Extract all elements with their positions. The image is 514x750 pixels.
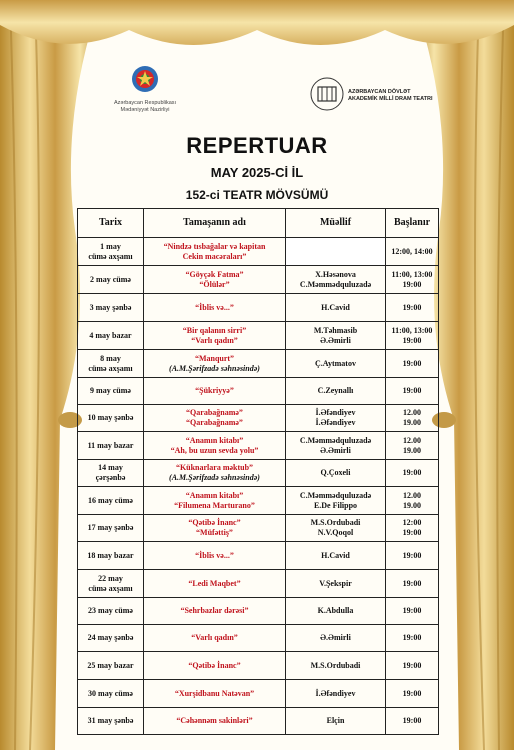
time-cell xyxy=(386,680,439,708)
play-cell-text: “Xurşidbanu Natəvan” xyxy=(174,688,255,698)
author-cell-text: H.Cavid xyxy=(321,550,350,560)
theatre-name-line2: AKADEMİK MİLLİ DRAM TEATRI xyxy=(348,96,433,102)
table-row xyxy=(78,515,439,542)
date-cell xyxy=(78,378,144,405)
play-cell-text: “Ledi Maqbet” xyxy=(188,578,241,588)
play-cell-text: “Cəhənnəm sakinləri” xyxy=(176,716,253,725)
author-cell xyxy=(286,378,386,405)
play-cell xyxy=(144,350,286,378)
author-cell xyxy=(286,598,386,625)
table-row xyxy=(78,378,439,405)
page-title: REPERTUAR xyxy=(186,133,328,158)
time-cell xyxy=(386,266,439,294)
time-cell-text: 19:00 xyxy=(402,606,422,615)
date-cell xyxy=(78,322,144,350)
time-cell-text: 19:00 xyxy=(402,468,422,477)
date-cell xyxy=(78,238,144,266)
date-cell-text: 30 may cümə xyxy=(88,688,133,698)
date-cell-text: 11 may bazar xyxy=(87,440,134,450)
table-row xyxy=(78,570,439,598)
author-cell xyxy=(286,487,386,515)
time-cell-text: 19:00 xyxy=(402,688,422,698)
ministry-name: Azərbaycan Respublikası Mədəniyyət Nazirliyi xyxy=(113,100,177,113)
table-row xyxy=(78,652,439,680)
play-cell xyxy=(144,487,286,515)
date-cell-text: 4 may bazar xyxy=(89,330,132,340)
play-cell-text: “Nindzə tısbağalar və kapitan Cekin macəraları” xyxy=(163,241,266,261)
author-cell xyxy=(286,238,386,266)
play-cell-text: “Göyçək Fatma” “Ölülər” xyxy=(185,269,244,289)
date-cell-text: 3 may şənbə xyxy=(89,302,132,312)
time-cell xyxy=(386,652,439,680)
date-cell-text: 16 may cümə xyxy=(88,495,133,505)
time-cell xyxy=(386,238,439,266)
play-cell xyxy=(144,432,286,460)
play-cell xyxy=(144,238,286,266)
author-cell-text: M.Təhmasib Ə.Əmirli xyxy=(313,325,358,345)
date-cell-text: 14 may çərşənbə xyxy=(95,463,126,482)
time-cell xyxy=(386,625,439,652)
author-cell xyxy=(286,652,386,680)
play-cell xyxy=(144,708,286,735)
time-cell-text: 19:00 xyxy=(402,660,422,670)
table-row xyxy=(78,405,439,432)
table-header-row xyxy=(78,209,439,238)
play-cell-text: “Anamın kitabı” “Ah, bu uzun sevda yolu” xyxy=(170,435,259,455)
author-cell-text: Ç.Aytmatov xyxy=(315,358,356,368)
header-author: Müəllif xyxy=(286,209,386,238)
time-cell-text: 19:00 xyxy=(402,550,422,560)
date-cell xyxy=(78,708,144,735)
header-start: Başlanır xyxy=(386,209,439,238)
table-row xyxy=(78,322,439,350)
play-cell-text: “Şükriyyə” xyxy=(195,386,234,395)
play-cell xyxy=(144,652,286,680)
stage-note: (A.M.Şərifzadə səhnəsində) xyxy=(169,473,260,482)
time-cell xyxy=(386,570,439,598)
date-cell-text: 8 may cümə axşamı xyxy=(88,353,133,373)
author-cell xyxy=(286,515,386,542)
header-date: Tarix xyxy=(78,209,144,238)
date-cell-text: 23 may cümə xyxy=(88,606,133,615)
author-cell-text: C.Zeynallı xyxy=(317,386,354,395)
date-cell xyxy=(78,570,144,598)
repertoire-sheet xyxy=(60,55,454,750)
time-cell-text: 12.00 19.00 xyxy=(403,435,421,455)
play-cell-text: “Qətibə İnanc” “Müfəttiş” xyxy=(188,518,241,537)
play-cell-text: “Anamın kitabı” “Filumena Marturano” xyxy=(174,490,255,510)
play-cell xyxy=(144,515,286,542)
time-cell xyxy=(386,487,439,515)
play-cell xyxy=(144,570,286,598)
date-cell-text: 2 may cümə xyxy=(90,274,131,284)
time-cell-text: 19:00 xyxy=(402,578,422,588)
time-cell xyxy=(386,405,439,432)
date-cell-text: 17 may şənbə xyxy=(87,523,134,532)
author-cell xyxy=(286,405,386,432)
author-cell-text: M.S.Ordubadi N.V.Qoqol xyxy=(310,518,361,537)
author-cell xyxy=(286,350,386,378)
date-cell-text: 18 may bazar xyxy=(87,550,134,560)
table-row xyxy=(78,542,439,570)
heading xyxy=(60,133,454,202)
table-row xyxy=(78,350,439,378)
theatre-emblem-icon xyxy=(310,77,344,111)
time-cell xyxy=(386,350,439,378)
author-cell xyxy=(286,322,386,350)
date-cell xyxy=(78,652,144,680)
date-cell xyxy=(78,542,144,570)
repertoire-table xyxy=(77,208,439,735)
table-row xyxy=(78,432,439,460)
author-cell-text: M.S.Ordubadi xyxy=(310,660,361,670)
time-cell-text: 19:00 xyxy=(402,633,422,642)
author-cell-text: Ə.Əmirli xyxy=(320,633,351,642)
month-subtitle: MAY 2025-Cİ İL xyxy=(210,165,304,180)
play-cell xyxy=(144,266,286,294)
play-cell-text: “İblis və...” xyxy=(195,550,234,560)
date-cell xyxy=(78,487,144,515)
author-cell xyxy=(286,570,386,598)
author-cell-text: X.Həsənova C.Məmmədquluzadə xyxy=(299,269,372,289)
time-cell xyxy=(386,708,439,735)
table-row xyxy=(78,680,439,708)
header-play: Tamaşanın adı xyxy=(144,209,286,238)
date-cell xyxy=(78,680,144,708)
table-row xyxy=(78,266,439,294)
time-cell xyxy=(386,322,439,350)
author-cell xyxy=(286,294,386,322)
date-cell xyxy=(78,432,144,460)
time-cell xyxy=(386,598,439,625)
time-cell-text: 19:00 xyxy=(402,716,422,725)
time-cell-text: 19:00 xyxy=(402,358,422,368)
play-cell xyxy=(144,625,286,652)
stage-note: (A.M.Şərifzadə səhnəsində) xyxy=(169,363,260,373)
table-row xyxy=(78,625,439,652)
play-cell xyxy=(144,294,286,322)
time-cell-text: 19:00 xyxy=(402,386,422,395)
table-row xyxy=(78,708,439,735)
play-cell xyxy=(144,598,286,625)
table-row xyxy=(78,294,439,322)
play-cell xyxy=(144,378,286,405)
author-cell xyxy=(286,266,386,294)
date-cell xyxy=(78,405,144,432)
date-cell-text: 1 may cümə axşamı xyxy=(88,241,133,261)
table-row xyxy=(78,460,439,487)
time-cell xyxy=(386,378,439,405)
time-cell-text: 12:00 19:00 xyxy=(402,518,422,537)
table-row xyxy=(78,238,439,266)
date-cell-text: 22 may cümə axşamı xyxy=(88,573,133,593)
date-cell xyxy=(78,515,144,542)
time-cell xyxy=(386,432,439,460)
date-cell xyxy=(78,266,144,294)
date-cell xyxy=(78,598,144,625)
ministry-logo xyxy=(100,65,190,114)
author-cell-text: V.Şekspir xyxy=(319,578,352,588)
table-row xyxy=(78,598,439,625)
author-cell-text: C.Məmmədquluzadə Ə.Əmirli xyxy=(299,435,372,455)
time-cell xyxy=(386,460,439,487)
time-cell-text: 12.00 19.00 xyxy=(403,408,421,427)
time-cell-text: 11:00, 13:00 19:00 xyxy=(391,325,433,345)
date-cell-text: 25 may bazar xyxy=(87,660,134,670)
date-cell xyxy=(78,294,144,322)
author-cell-text: İ.Əfəndiyev İ.Əfəndiyev xyxy=(315,408,356,427)
author-cell xyxy=(286,680,386,708)
play-cell xyxy=(144,405,286,432)
date-cell-text: 10 may şənbə xyxy=(87,413,134,422)
author-cell-text: Elçin xyxy=(326,716,345,725)
date-cell xyxy=(78,350,144,378)
play-cell-text: “Qarabağnamə” “Qarabağnamə” xyxy=(186,408,243,427)
play-cell xyxy=(144,460,286,487)
play-cell-text: “Küknarlara məktub” xyxy=(175,463,254,472)
time-cell-text: 11:00, 13:00 19:00 xyxy=(391,269,433,289)
state-emblem-icon xyxy=(131,65,159,93)
author-cell xyxy=(286,708,386,735)
time-cell-text: 19:00 xyxy=(402,302,422,312)
date-cell xyxy=(78,625,144,652)
curtain-valance-decoration xyxy=(0,0,514,60)
theatre-name-line1: AZƏRBAYCAN DÖVLƏT xyxy=(348,89,411,95)
play-cell xyxy=(144,322,286,350)
author-cell-text: İ.Əfəndiyev xyxy=(315,688,356,698)
date-cell xyxy=(78,460,144,487)
season-subtitle: 152-ci TEATR MÖVSÜMÜ xyxy=(185,188,329,202)
table-row xyxy=(78,487,439,515)
play-cell-text: “Manqurt” xyxy=(194,353,235,363)
author-cell xyxy=(286,625,386,652)
play-cell-text: “Qətibə İnanc” xyxy=(188,660,241,670)
date-cell-text: 9 may cümə xyxy=(90,386,131,395)
play-cell xyxy=(144,542,286,570)
play-cell-text: “Sehrbazlar dərəsi” xyxy=(180,606,249,615)
author-cell xyxy=(286,432,386,460)
author-cell-text: Q.Çoxeli xyxy=(320,468,351,477)
play-cell-text: “Varlı qadın” xyxy=(191,633,238,642)
date-cell-text: 24 may şənbə xyxy=(87,633,134,642)
author-cell-text: K.Abdulla xyxy=(317,606,354,615)
author-cell xyxy=(286,542,386,570)
author-cell xyxy=(286,460,386,487)
theatre-name xyxy=(348,89,433,103)
time-cell xyxy=(386,515,439,542)
time-cell-text: 12:00, 14:00 xyxy=(391,246,433,256)
date-cell-text: 31 may şənbə xyxy=(87,716,134,725)
play-cell-text: “İblis və...” xyxy=(195,302,234,312)
author-cell-text: C.Məmmədquluzadə E.De Filippo xyxy=(299,490,372,510)
play-cell-text: “Bir qalanın sirri” “Varlı qadın” xyxy=(182,325,247,345)
time-cell-text: 12.00 19.00 xyxy=(403,490,421,510)
time-cell xyxy=(386,542,439,570)
play-cell xyxy=(144,680,286,708)
time-cell xyxy=(386,294,439,322)
author-cell-text: H.Cavid xyxy=(321,302,350,312)
